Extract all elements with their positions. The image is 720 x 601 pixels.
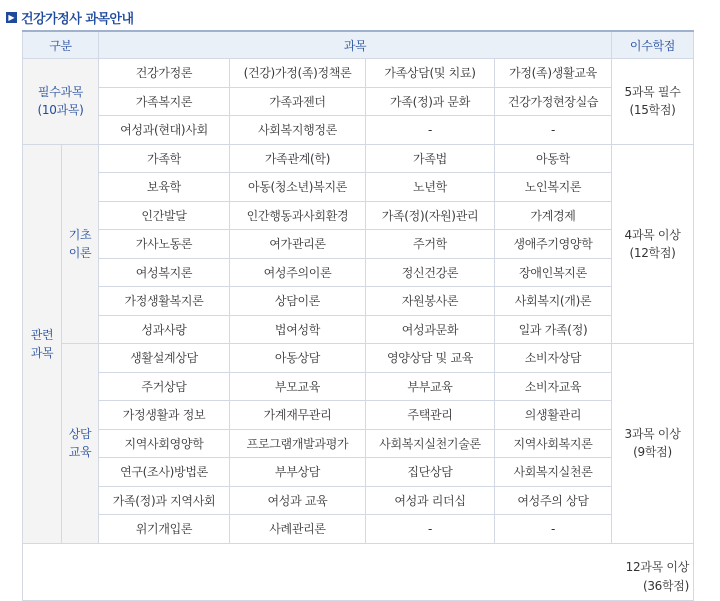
subject-cell: 영양상담 및 교육 (366, 344, 495, 373)
basic-credit-line2: (12학점) (629, 245, 676, 260)
subject-cell: 주거상담 (99, 372, 230, 401)
table-row (23, 201, 694, 230)
subject-cell: 가계재무관리 (230, 401, 366, 430)
bullet-arrow-icon: ▶ (6, 12, 17, 23)
course-table (22, 30, 694, 601)
basic-credit-line1: 4과목 이상 (624, 227, 681, 242)
subject-cell: 가족(정)과 문화 (366, 87, 495, 116)
table-row (23, 429, 694, 458)
subject-cell: 위기개입론 (99, 515, 230, 544)
table-row (23, 144, 694, 173)
table-row (23, 486, 694, 515)
subject-cell: 가족학 (99, 144, 230, 173)
counsel-label-line2: 교육 (68, 445, 92, 460)
subject-cell: 사회복지행정론 (230, 116, 366, 145)
table-row (23, 59, 694, 88)
subject-cell: 노년학 (366, 173, 495, 202)
subject-cell: 여성과(현대)사회 (99, 116, 230, 145)
subject-cell: 프로그램개발과평가 (230, 429, 366, 458)
counsel-credit-line2: (9학점) (633, 445, 672, 460)
basic-credit-cell (612, 144, 694, 344)
total-row (23, 543, 694, 600)
subject-cell: 의생활관리 (495, 401, 612, 430)
subject-cell: - (495, 116, 612, 145)
subject-cell: 가계경제 (495, 201, 612, 230)
table-row (23, 372, 694, 401)
total-credit-cell (23, 543, 694, 600)
subject-cell: 소비자상담 (495, 344, 612, 373)
table-row (23, 116, 694, 145)
header-credits: 이수학점 (612, 31, 694, 59)
required-count: (10과목) (37, 103, 84, 118)
subject-cell: 가족법 (366, 144, 495, 173)
required-credit-line1: 5과목 필수 (624, 85, 681, 100)
subject-cell: 아동(청소년)복지론 (230, 173, 366, 202)
subject-cell: 지역사회복지론 (495, 429, 612, 458)
required-label: 필수과목 (37, 85, 84, 100)
subject-cell: 사회복지실천론 (495, 458, 612, 487)
subject-cell: 노인복지론 (495, 173, 612, 202)
counsel-credit-line1: 3과목 이상 (624, 427, 681, 442)
subject-cell: 가사노동론 (99, 230, 230, 259)
subject-cell: 지역사회영양학 (99, 429, 230, 458)
subject-cell: - (366, 116, 495, 145)
table-header-row (23, 31, 694, 59)
subject-cell: 생활설계상담 (99, 344, 230, 373)
subject-cell: 주거학 (366, 230, 495, 259)
subject-cell: 여성복지론 (99, 258, 230, 287)
subject-cell: 가족(정)과 지역사회 (99, 486, 230, 515)
subject-cell: 장애인복지론 (495, 258, 612, 287)
required-credit-cell (612, 59, 694, 145)
subject-cell: 여성주의이론 (230, 258, 366, 287)
total-line2: (36학점) (642, 578, 689, 593)
subject-cell: 성과사랑 (99, 315, 230, 344)
subject-cell: 인간행동과사회환경 (230, 201, 366, 230)
subject-cell: 가족상담(및 치료) (366, 59, 495, 88)
subject-cell: 소비자교육 (495, 372, 612, 401)
subject-cell: - (366, 515, 495, 544)
page-header (6, 8, 134, 26)
subject-cell: 아동상담 (230, 344, 366, 373)
subject-cell: 가족복지론 (99, 87, 230, 116)
subject-cell: 건강가정현장실습 (495, 87, 612, 116)
table-row (23, 401, 694, 430)
subject-cell: 가족(정)(자원)관리 (366, 201, 495, 230)
counsel-credit-cell (612, 344, 694, 544)
related-label-line1: 관련 (30, 327, 54, 342)
subject-cell: 주택관리 (366, 401, 495, 430)
required-credit-line2: (15학점) (629, 103, 676, 118)
counsel-edu-cell (62, 344, 99, 544)
subject-cell: 사회복지(개)론 (495, 287, 612, 316)
subject-cell: 가정생활과 정보 (99, 401, 230, 430)
subject-cell: 여성주의 상담 (495, 486, 612, 515)
subject-cell: 가정(족)생활교육 (495, 59, 612, 88)
table-row (23, 344, 694, 373)
basic-label-line2: 이론 (68, 245, 92, 260)
subject-cell: - (495, 515, 612, 544)
subject-cell: 사회복지실천기술론 (366, 429, 495, 458)
subject-cell: 인간발달 (99, 201, 230, 230)
subject-cell: 자원봉사론 (366, 287, 495, 316)
subject-cell: 가정생활복지론 (99, 287, 230, 316)
subject-cell: 연구(조사)방법론 (99, 458, 230, 487)
table-row (23, 87, 694, 116)
table-row (23, 515, 694, 544)
subject-cell: 일과 가족(정) (495, 315, 612, 344)
basic-theory-cell (62, 144, 99, 344)
subject-cell: 정신건강론 (366, 258, 495, 287)
subject-cell: 사례관리론 (230, 515, 366, 544)
subject-cell: 가족과젠더 (230, 87, 366, 116)
subject-cell: (건강)가정(족)정책론 (230, 59, 366, 88)
basic-label-line1: 기초 (68, 227, 92, 242)
table-row (23, 258, 694, 287)
subject-cell: 아동학 (495, 144, 612, 173)
counsel-label-line1: 상담 (68, 427, 92, 442)
table-row (23, 458, 694, 487)
header-subjects: 과목 (99, 31, 612, 59)
table-row (23, 230, 694, 259)
subject-cell: 상담이론 (230, 287, 366, 316)
subject-cell: 법여성학 (230, 315, 366, 344)
subject-cell: 여성과문화 (366, 315, 495, 344)
subject-cell: 보육학 (99, 173, 230, 202)
page-title: 건강가정사 과목안내 (21, 11, 134, 27)
table-row (23, 287, 694, 316)
subject-cell: 집단상담 (366, 458, 495, 487)
header-category: 구분 (23, 31, 99, 59)
subject-cell: 가족관계(학) (230, 144, 366, 173)
subject-cell: 여성과 교육 (230, 486, 366, 515)
subject-cell: 부부상담 (230, 458, 366, 487)
subject-cell: 여가관리론 (230, 230, 366, 259)
related-label-line2: 과목 (30, 345, 54, 360)
subject-cell: 여성과 리더십 (366, 486, 495, 515)
subject-cell: 부모교육 (230, 372, 366, 401)
related-category-cell (23, 144, 62, 543)
table-row (23, 315, 694, 344)
table-row (23, 173, 694, 202)
subject-cell: 생애주기영양학 (495, 230, 612, 259)
required-category-cell (23, 59, 99, 145)
total-line1: 12과목 이상 (625, 559, 689, 574)
subject-cell: 부부교육 (366, 372, 495, 401)
subject-cell: 건강가정론 (99, 59, 230, 88)
